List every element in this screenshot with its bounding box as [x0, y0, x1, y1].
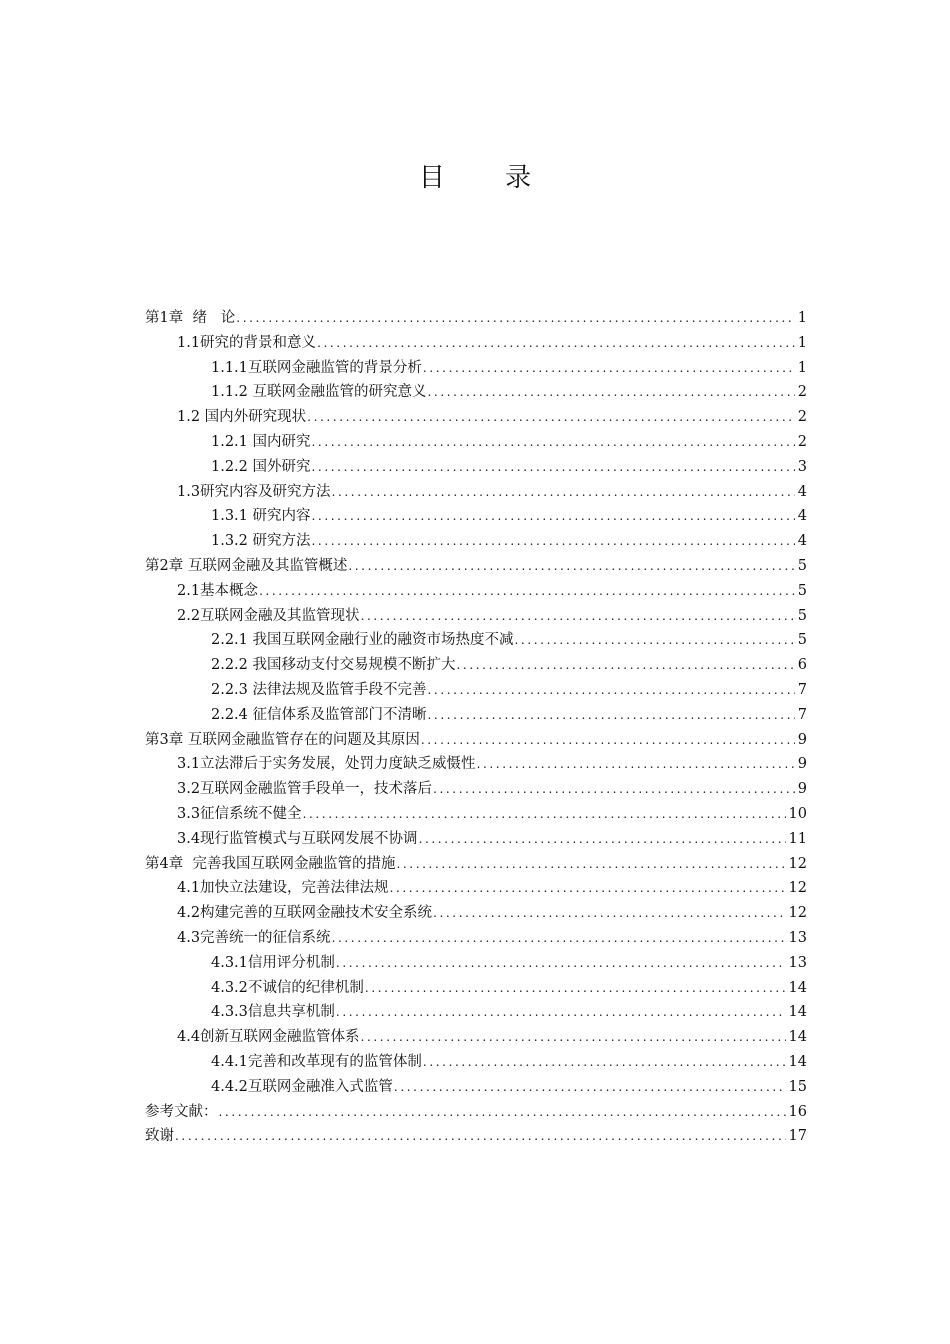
- toc-entry[interactable]: [145, 455, 807, 480]
- dot-leader: [515, 628, 795, 653]
- dot-leader: [433, 901, 785, 926]
- toc-entry-title: 2.2.1 我国互联网金融行业的融资市场热度不减: [211, 632, 514, 649]
- toc-entry[interactable]: [145, 331, 807, 356]
- toc-entry-title: 1.3.2 研究方法: [211, 533, 311, 550]
- toc-entry[interactable]: [145, 1124, 807, 1149]
- toc-entry-page-number: 14: [788, 979, 807, 996]
- toc-entry-title: 2.2互联网金融及其监管现状: [177, 607, 360, 624]
- dot-leader: [394, 1075, 786, 1100]
- dot-leader: [390, 876, 786, 901]
- toc-entry-page-number: 5: [797, 557, 807, 574]
- dot-leader: [428, 703, 795, 728]
- toc-entry-title: 1.2 国内外研究现状: [177, 409, 307, 426]
- dot-leader: [396, 852, 785, 877]
- dot-leader: [423, 356, 795, 381]
- toc-entry-page-number: 11: [788, 830, 807, 847]
- toc-entry-page-number: 9: [797, 781, 807, 798]
- toc-entry[interactable]: [145, 480, 807, 505]
- toc-entry[interactable]: [145, 1025, 807, 1050]
- toc-entry-title: 1.1.1互联网金融监管的背景分析: [211, 359, 422, 376]
- toc-entry-page-number: 12: [788, 880, 807, 897]
- toc-entry-title: 2.2.2 我国移动支付交易规模不断扩大: [211, 657, 456, 674]
- toc-entry[interactable]: [145, 976, 807, 1001]
- toc-entry-title: 4.4创新互联网金融监管体系: [177, 1029, 360, 1046]
- toc-entry-title: 4.3.3信息共享机制: [211, 1004, 335, 1021]
- toc-entry[interactable]: [145, 703, 807, 728]
- dot-leader: [336, 1000, 786, 1025]
- toc-entry-page-number: 1: [797, 359, 807, 376]
- toc-entry-page-number: 16: [788, 1103, 807, 1120]
- toc-entry-page-number: 5: [797, 607, 807, 624]
- toc-entry[interactable]: [145, 529, 807, 554]
- toc-entry-page-number: 2: [797, 409, 807, 426]
- toc-entry-title: 3.1立法滞后于实务发展，处罚力度缺乏威慑性: [177, 756, 476, 773]
- toc-entry[interactable]: [145, 1075, 807, 1100]
- toc-entry-page-number: 4: [797, 483, 807, 500]
- toc-entry[interactable]: [145, 1000, 807, 1025]
- toc-entry-title: 1.1研究的背景和意义: [177, 334, 317, 351]
- dot-leader: [312, 455, 795, 480]
- toc-entry-page-number: 4: [797, 508, 807, 525]
- toc-entry-title: 1.1.2 互联网金融监管的研究意义: [211, 384, 427, 401]
- toc-entry-title: 4.4.2互联网金融准入式监管: [211, 1078, 393, 1095]
- toc-entry[interactable]: [145, 1100, 807, 1125]
- dot-leader: [336, 951, 786, 976]
- toc-entry-title: 致谢: [145, 1128, 174, 1145]
- dot-leader: [477, 752, 795, 777]
- toc-entry-title: 第2章 互联网金融及其监管概述: [145, 557, 348, 574]
- toc-entry-page-number: 5: [797, 582, 807, 599]
- toc-entry-page-number: 7: [797, 706, 807, 723]
- dot-leader: [307, 405, 795, 430]
- toc-entry-title: 2.1基本概念: [177, 582, 259, 599]
- toc-entry-title: 1.2.1 国内研究: [211, 433, 311, 450]
- toc-entry[interactable]: [145, 901, 807, 926]
- dot-leader: [332, 480, 795, 505]
- toc-entry[interactable]: [145, 356, 807, 381]
- toc-entry-page-number: 2: [797, 384, 807, 401]
- toc-entry[interactable]: [145, 852, 807, 877]
- toc-entry-title: 4.3.1信用评分机制: [211, 954, 335, 971]
- toc-entry[interactable]: [145, 430, 807, 455]
- toc-entry[interactable]: [145, 405, 807, 430]
- toc-entry-title: 4.1加快立法建设，完善法律法规: [177, 880, 389, 897]
- toc-entry-page-number: 10: [788, 805, 807, 822]
- dot-leader: [421, 728, 795, 753]
- dot-leader: [361, 604, 795, 629]
- toc-entry[interactable]: [145, 554, 807, 579]
- dot-leader: [259, 579, 795, 604]
- toc-entry[interactable]: [145, 926, 807, 951]
- toc-entry-title: 1.2.2 国外研究: [211, 458, 311, 475]
- toc-entry-page-number: 3: [797, 458, 807, 475]
- table-of-contents: [145, 306, 807, 1149]
- toc-entry[interactable]: [145, 777, 807, 802]
- dot-leader: [219, 1100, 786, 1125]
- dot-leader: [428, 380, 795, 405]
- toc-entry[interactable]: [145, 306, 807, 331]
- dot-leader: [419, 827, 786, 852]
- toc-entry-title: 4.3.2不诚信的纪律机制: [211, 979, 364, 996]
- toc-entry-title: 第4章 完善我国互联网金融监管的措施: [145, 855, 396, 872]
- toc-entry-title: 参考文献：: [145, 1103, 218, 1120]
- toc-entry-title: 第3章 互联网金融监管存在的问题及其原因: [145, 731, 420, 748]
- toc-entry[interactable]: [145, 579, 807, 604]
- toc-entry-page-number: 1: [797, 334, 807, 351]
- toc-entry-title: 2.2.4 征信体系及监管部门不清晰: [211, 706, 427, 723]
- toc-entry-title: 3.2互联网金融监管手段单一，技术落后: [177, 781, 433, 798]
- toc-entry-page-number: 7: [797, 681, 807, 698]
- dot-leader: [312, 529, 795, 554]
- dot-leader: [236, 306, 794, 331]
- toc-entry-page-number: 17: [788, 1128, 807, 1145]
- toc-entry[interactable]: [145, 604, 807, 629]
- toc-entry[interactable]: [145, 628, 807, 653]
- toc-entry-title: 3.3征信系统不健全: [177, 805, 302, 822]
- toc-entry-title: 4.4.1完善和改革现有的监管体制: [211, 1053, 422, 1070]
- toc-entry-page-number: 14: [788, 1053, 807, 1070]
- toc-entry-page-number: 1: [797, 310, 807, 326]
- toc-entry-title: 2.2.3 法律法规及监管手段不完善: [211, 681, 427, 698]
- toc-entry-page-number: 14: [788, 1004, 807, 1021]
- dot-leader: [365, 976, 786, 1001]
- toc-entry-title: 4.3完善统一的征信系统: [177, 929, 331, 946]
- toc-entry-title: 3.4现行监管模式与互联网发展不协调: [177, 830, 418, 847]
- toc-entry[interactable]: [145, 380, 807, 405]
- toc-entry-page-number: 6: [797, 657, 807, 674]
- toc-entry-title: 1.3研究内容及研究方法: [177, 483, 331, 500]
- dot-leader: [317, 331, 795, 356]
- dot-leader: [348, 554, 794, 579]
- dot-leader: [433, 777, 795, 802]
- toc-entry-page-number: 14: [788, 1029, 807, 1046]
- toc-entry-page-number: 12: [788, 905, 807, 922]
- toc-entry[interactable]: [145, 504, 807, 529]
- toc-entry-page-number: 15: [788, 1078, 807, 1095]
- dot-leader: [312, 504, 795, 529]
- toc-entry-title: 4.2构建完善的互联网金融技术安全系统: [177, 905, 433, 922]
- toc-entry[interactable]: [145, 678, 807, 703]
- toc-entry-title: 第1章 绪 论: [145, 310, 236, 326]
- dot-leader: [457, 653, 795, 678]
- toc-entry-page-number: 2: [797, 433, 807, 450]
- dot-leader: [428, 678, 795, 703]
- toc-entry[interactable]: [145, 1050, 807, 1075]
- dot-leader: [175, 1124, 786, 1149]
- toc-entry[interactable]: [145, 802, 807, 827]
- dot-leader: [312, 430, 795, 455]
- toc-entry-page-number: 13: [788, 929, 807, 946]
- toc-entry-page-number: 9: [797, 731, 807, 748]
- dot-leader: [361, 1025, 786, 1050]
- toc-entry-page-number: 12: [788, 855, 807, 872]
- dot-leader: [303, 802, 786, 827]
- toc-entry[interactable]: [145, 653, 807, 678]
- dot-leader: [332, 926, 786, 951]
- toc-entry[interactable]: [145, 951, 807, 976]
- toc-entry-page-number: 4: [797, 533, 807, 550]
- toc-entry[interactable]: [145, 876, 807, 901]
- toc-entry[interactable]: [145, 728, 807, 753]
- page-title: 目 录: [418, 163, 558, 193]
- toc-entry[interactable]: [145, 752, 807, 777]
- toc-entry-title: 1.3.1 研究内容: [211, 508, 311, 525]
- dot-leader: [423, 1050, 786, 1075]
- toc-entry[interactable]: [145, 827, 807, 852]
- toc-entry-page-number: 5: [797, 632, 807, 649]
- toc-entry-page-number: 13: [788, 954, 807, 971]
- toc-entry-page-number: 9: [797, 756, 807, 773]
